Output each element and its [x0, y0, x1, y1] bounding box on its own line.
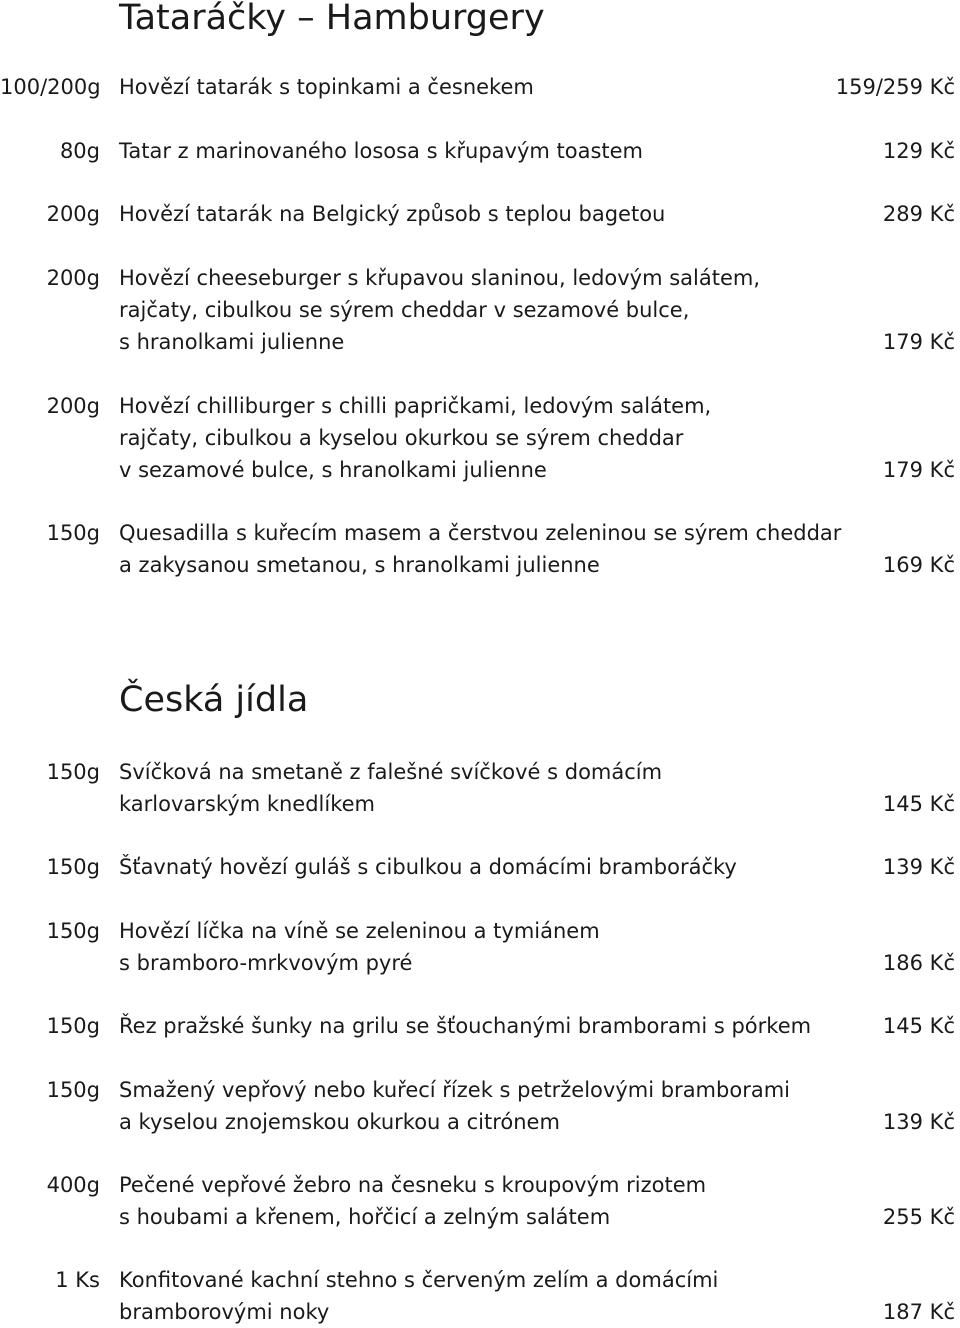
item-description — [119, 1169, 879, 1233]
item-description-line: v sezamové bulce, s hranolkami julienne — [119, 458, 547, 482]
item-description-line: s bramboro-mrkvovým pyré — [119, 951, 413, 975]
menu-item — [0, 1264, 960, 1328]
item-weight: 200g — [46, 394, 100, 418]
item-description-line: Smažený vepřový nebo kuřecí řízek s petrželovými bramborami — [119, 1078, 790, 1102]
item-price: 186 Kč — [882, 951, 955, 975]
item-weight: 150g — [46, 760, 100, 784]
item-weight: 80g — [59, 139, 100, 163]
item-weight: 1 Ks — [55, 1268, 100, 1292]
item-weight: 400g — [46, 1173, 100, 1197]
item-weight: 150g — [46, 919, 100, 943]
menu-item — [0, 915, 960, 979]
item-description — [119, 198, 879, 230]
item-weight: 150g — [46, 855, 100, 879]
menu-item — [0, 756, 960, 820]
item-description-line: Hovězí tatarák na Belgický způsob s teplou bagetou — [119, 202, 666, 226]
item-price: 139 Kč — [882, 1110, 955, 1134]
item-price: 145 Kč — [882, 792, 955, 816]
item-description-line: a kyselou znojemskou okurkou a citrónem — [119, 1110, 560, 1134]
item-description-line: s houbami a křenem, hořčicí a zelným salátem — [119, 1205, 611, 1229]
item-price: 179 Kč — [882, 330, 955, 354]
item-price: 255 Kč — [882, 1205, 955, 1229]
item-description-line: Hovězí líčka na víně se zeleninou a tymiánem — [119, 919, 600, 943]
item-description-line: Tatar z marinovaného lososa s křupavým toastem — [119, 139, 644, 163]
section-title-tataracky: Tataráčky – Hamburgery — [119, 0, 545, 38]
item-weight: 200g — [46, 202, 100, 226]
menu-item — [0, 198, 960, 230]
item-description-line: Hovězí chilliburger s chilli papričkami, ledovým salátem, — [119, 394, 712, 418]
item-weight: 200g — [46, 266, 100, 290]
item-price: 289 Kč — [882, 202, 955, 226]
menu-item — [0, 135, 960, 167]
item-description-line: Šťavnatý hovězí guláš s cibulkou a domácími bramboráčky — [119, 855, 737, 879]
item-description-line: Quesadilla s kuřecím masem a čerstvou zeleninou se sýrem cheddar — [119, 521, 842, 545]
menu-item — [0, 262, 960, 358]
item-description — [119, 517, 879, 581]
item-description-line: Konfitované kachní stehno s červeným zelím a domácími — [119, 1268, 719, 1292]
item-description — [119, 390, 879, 486]
item-description-line: Hovězí cheeseburger s křupavou slaninou, ledovým salátem, — [119, 266, 761, 290]
item-weight: 150g — [46, 1078, 100, 1102]
item-description-line: rajčaty, cibulkou se sýrem cheddar v sezamové bulce, — [119, 298, 690, 322]
item-price: 145 Kč — [882, 1014, 955, 1038]
item-description — [119, 915, 879, 979]
item-price: 139 Kč — [882, 855, 955, 879]
menu-item — [0, 851, 960, 883]
item-weight: 100/200g — [0, 75, 101, 99]
item-description-line: a zakysanou smetanou, s hranolkami julienne — [119, 553, 600, 577]
item-price: 129 Kč — [882, 139, 955, 163]
item-weight: 150g — [46, 1014, 100, 1038]
item-price: 187 Kč — [882, 1300, 955, 1324]
item-description — [119, 1074, 879, 1138]
section-title-ceska-jidla: Česká jídla — [119, 680, 309, 720]
menu-item — [0, 1169, 960, 1233]
menu-item — [0, 71, 960, 103]
item-description — [119, 851, 879, 883]
menu-item — [0, 390, 960, 486]
menu-item — [0, 517, 960, 581]
item-description-line: Svíčková na smetaně z falešné svíčkové s domácím — [119, 760, 663, 784]
item-description-line: Pečené vepřové žebro na česneku s kroupovým rizotem — [119, 1173, 707, 1197]
item-description — [119, 262, 879, 358]
item-description-line: Řez pražské šunky na grilu se šťouchanými bramborami s pórkem — [119, 1014, 812, 1038]
item-description — [119, 71, 879, 103]
item-description-line: s hranolkami julienne — [119, 330, 345, 354]
item-description-line: rajčaty, cibulkou a kyselou okurkou se sýrem cheddar — [119, 426, 684, 450]
item-description-line: bramborovými noky — [119, 1300, 330, 1324]
item-price: 179 Kč — [882, 458, 955, 482]
item-weight: 150g — [46, 521, 100, 545]
menu-item — [0, 1010, 960, 1042]
item-price: 169 Kč — [882, 553, 955, 577]
item-description — [119, 1264, 879, 1328]
item-description — [119, 1010, 879, 1042]
item-description-line: Hovězí tatarák s topinkami a česnekem — [119, 75, 534, 99]
item-description — [119, 135, 879, 167]
item-description — [119, 756, 879, 820]
menu-item — [0, 1074, 960, 1138]
item-price: 159/259 Kč — [835, 75, 955, 99]
item-description-line: karlovarským knedlíkem — [119, 792, 375, 816]
